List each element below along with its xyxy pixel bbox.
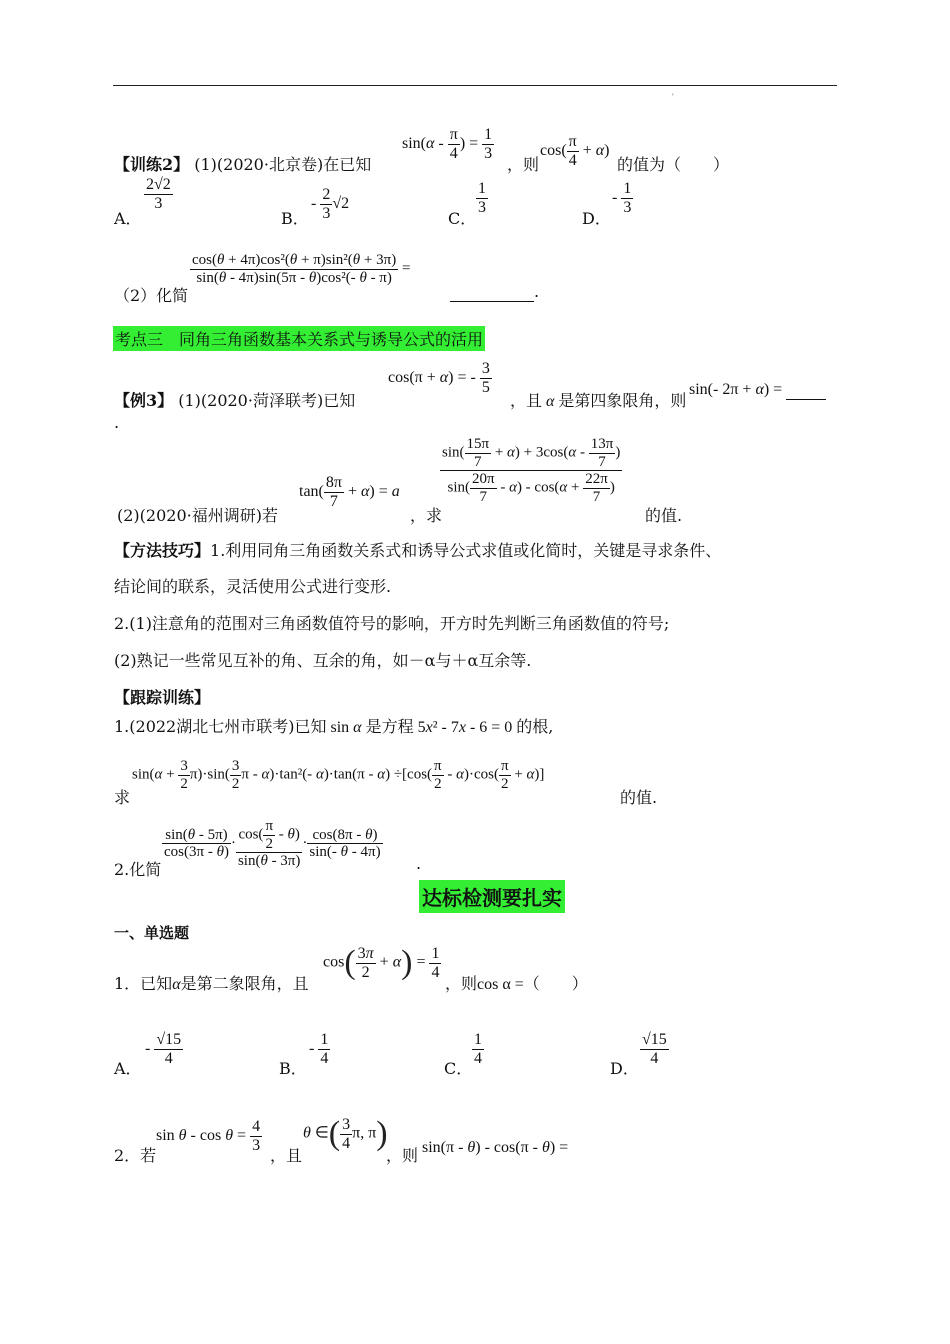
q1-option-b-value: - $\frac{1}{4}$ [309,1031,329,1067]
q1-then: ，则cos α =（ ） [445,974,588,993]
ex3-label: 【例3】 [114,391,174,410]
train2-option-d-value: - $\frac{1}{3}$ [612,180,632,216]
q2-and: ，且 [270,1146,303,1165]
q2-then: ，则 [386,1146,419,1165]
check-section-title: 达标检测要扎实 [419,880,565,913]
q1-option-d-label: D． [610,1059,639,1078]
train2-option-c-label: C． [448,209,477,228]
ex3-target: sin(- 2π + α) = [689,381,826,400]
track-label: 【跟踪训练】 [114,688,211,707]
train2-option-a-value: $\frac{2√2}{3}$ [146,176,171,212]
q1-condition: cos( $\frac{3\pi}{2}$ + α) = $\frac{1}{4}$ [323,944,440,981]
q1-option-d-value: $\frac{√15}{4}$ [642,1031,667,1067]
method-line4: (2)熟记一些常见互补的角、互余的角，如－α与＋α互余等. [114,651,532,670]
q2-intro: 2．若 [114,1146,157,1165]
q1-option-c-label: C． [444,1059,473,1078]
q2-range: θ ∈( $\frac{3}{4}$ π, π) [303,1115,388,1152]
track-q2-dot: . [416,854,422,873]
header-rule [113,85,837,86]
train2-line1 [114,152,371,175]
q1-option-b-label: B． [279,1059,307,1078]
method-label: 【方法技巧】 [114,541,211,560]
train2-label: 【训练2】 [114,155,190,174]
train2-tail: 的值为（ ） [617,155,730,174]
train2-answer-blank: . [450,282,539,302]
track-q2-label: 2.化简 [114,860,162,879]
q1-intro: 1．已知α是第二象限角，且 [114,974,309,993]
ex3-condition: cos(π + α) = - $\frac{3}{5}$ [388,360,490,396]
train2-part2: （2）化简 [114,286,189,305]
train2-condition: sin(α - $\frac{\pi}{4}$ ) = $\frac{1}{3}$ [402,126,493,162]
train2-option-c-value: $\frac{1}{3}$ [478,180,486,216]
train2-intro: (1)(2020·北京卷)在已知 [194,155,372,174]
ex3-line2: (2)(2020·福州调研)若 [117,506,278,525]
q2-condition: sin θ - cos θ = $\frac{4}{3}$ [156,1118,261,1154]
train2-option-d-label: D． [582,209,611,228]
ex3-line1: 【例3】 (1)(2020·菏泽联考)已知 [114,391,356,410]
ex3-cond-text: ，且 α 是第四象限角，则 [510,391,687,410]
method-line2: 结论间的联系，灵活使用公式进行变形. [114,577,392,596]
track-q1-ask: 求 [114,788,131,807]
track-q1-expression: sin(α + $\frac{3}{2}$ π)·sin( $\frac{3}{2}$ π - α)·tan²(- α)·tan(π - α) ÷[cos( $\frac{\pi}{2}$ - α)·cos( $\frac{\pi}{2}$ + α)] [132,758,545,792]
train2-target: cos( $\frac{\pi}{4}$ + α) [540,133,610,169]
method-line3: 2.(1)注意角的范围对三角函数值符号的影响，开方时先判断三角函数值的符号; [114,614,670,633]
track-q1-tail: 的值. [620,788,658,807]
q2-target: sin(π - θ) - cos(π - θ) = [422,1139,569,1156]
train2-option-b-value: - $\frac{2}{3}$ √2 [311,186,350,222]
track-q1-line1: 1.(2022湖北七州市联考)已知 sin α 是方程 5x² - 7x - 6 = 0 的根, [114,717,554,736]
single-choice-title: 一、单选题 [114,924,190,942]
ex3-expression: sin( $\frac{15\pi}{7}$ + α) + 3cos(α - $\frac{13\pi}{7}$ ) sin( $\frac{20\pi}{7}$ - α) - cos(α + $\frac{22\pi}{7}$ ) [442,436,621,505]
track-q2-expression: $\frac{\sin(\theta - 5\pi)}{\cos(3\pi - \theta)}$ · cos( $\frac{\pi}{2}$ - θ) sin(θ - 3π) · $\frac{\cos(8\pi - \theta)}{\sin(- \theta - 4\pi)}$ [164,818,381,869]
train2-then: ，则 [507,155,540,174]
ex3-given: tan( $\frac{8\pi}{7}$ + α) = a [299,474,400,510]
train2-option-a-label: A． [114,209,142,228]
train2-simplify-expression: $\frac{\text{cos(θ + 4π)cos²(θ + π)sin²(θ + 3π)}}{\text{sin(θ - 4π)sin(5π - θ)cos²(- θ - π)}}$ = [192,252,411,286]
section3-title: 考点三 同角三角函数基本关系式与诱导公式的活用 [113,326,485,351]
q1-option-a-label: A． [114,1059,142,1078]
method-line1: 【方法技巧】1.利用同角三角函数关系式和诱导公式求值或化简时，关键是寻求条件、 [114,541,722,560]
ex3-tail: 的值. [645,506,683,525]
ex3-ask: ，求 [410,506,443,525]
train2-option-b-label: B． [281,209,309,228]
ex3-source1: (1)(2020·菏泽联考) [178,391,324,410]
header-mark: ' [672,92,674,102]
q1-option-a-value: - $\frac{√15}{4}$ [145,1031,182,1067]
ex3-dot: . [114,413,120,432]
train2-equals: = [401,260,411,277]
q1-option-c-value: $\frac{1}{4}$ [474,1031,482,1067]
